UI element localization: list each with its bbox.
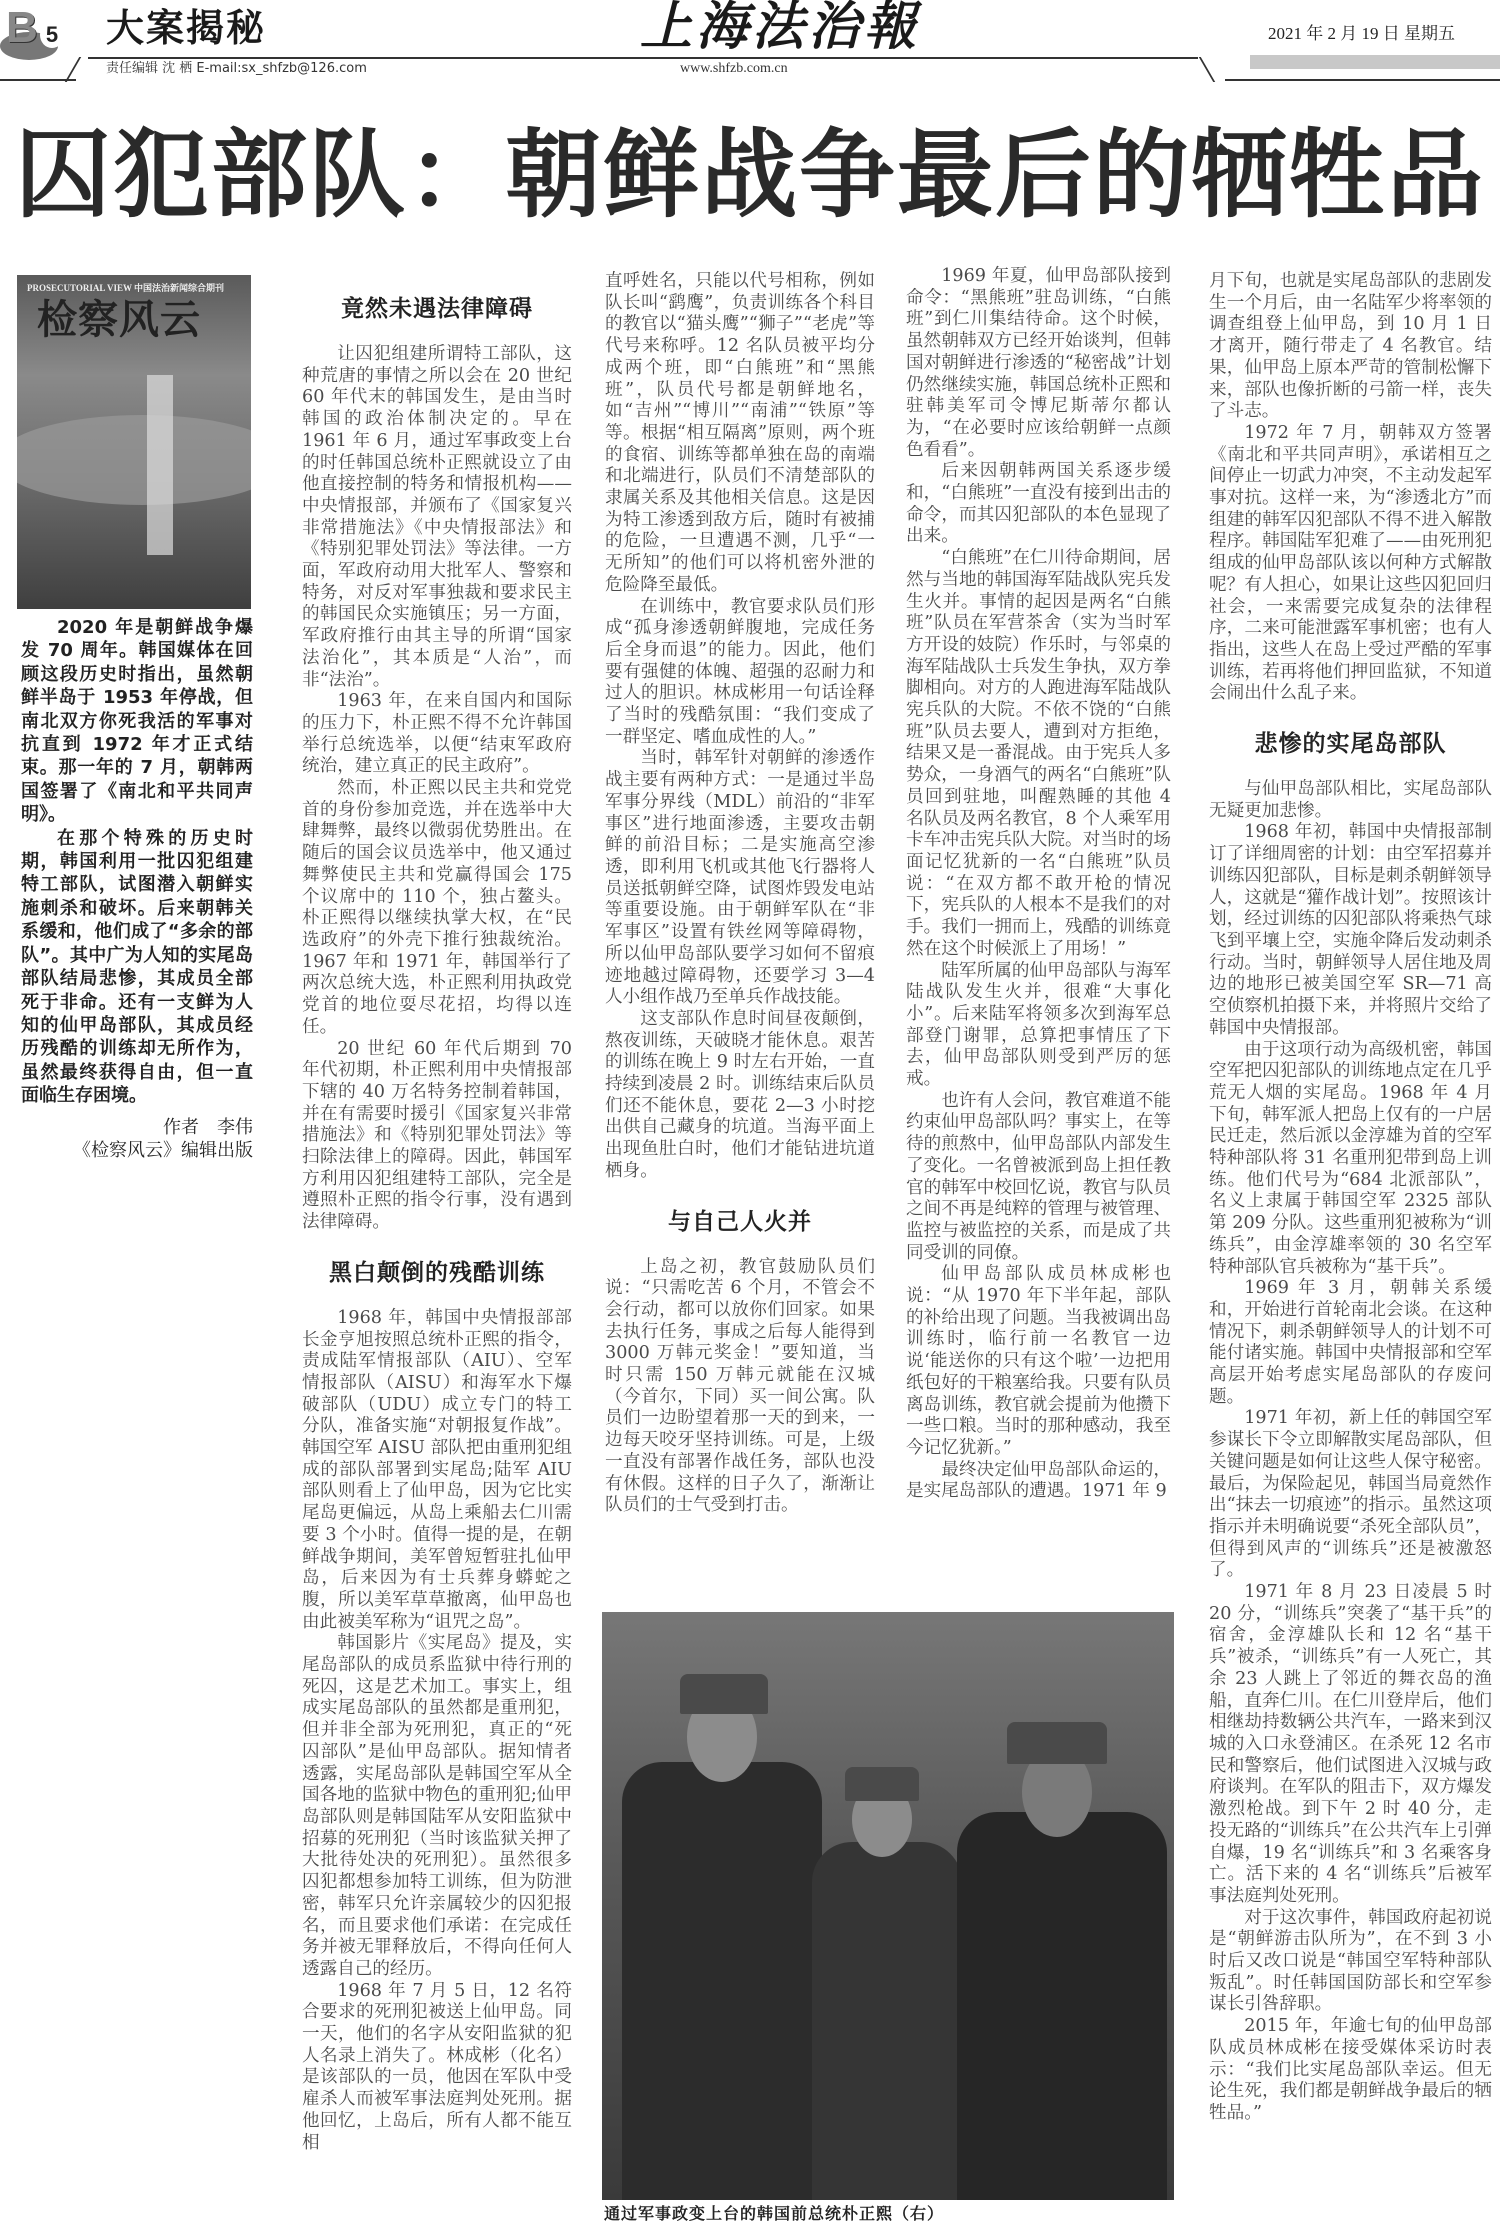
article-paragraph: 1972 年 7 月，朝韩双方签署《南北和平共同声明》，承诺相互之间停止一切武力冲突，不主动发起军事对抗。这样一来，为“渗透北方”而组建的韩军囚犯部队不得不进入解散程序。韩国陆军犯难了——由死刑犯组成的仙甲岛部队该以何种方式解散呢？有人担心，如果让这些囚犯回归社会，一来需要完成复杂的法律程序，二来可能泄露军事机密；也有人指出，这些人在岛上受过严酷的军事训练，若再将他们押回监狱，不知道会闹出什么乱子来。 — [1209, 422, 1492, 704]
issue-date: 2021 年 2 月 19 日 星期五 — [1268, 24, 1455, 43]
source-line: 《检察风云》编辑出版 — [73, 1139, 253, 1161]
headline: 囚犯部队：朝鲜战争最后的牺牲品 — [15, 119, 1485, 231]
header-rule-lower-right — [1225, 79, 1500, 81]
article-paragraph: 2015 年，年逾七旬的仙甲岛部队成员林成彬在接受媒体采访时表示：“我们比实尾岛部队幸运。但无论生死，我们都是朝鲜战争最后的牺牲品。” — [1209, 2016, 1492, 2123]
article-paragraph: 韩国影片《实尾岛》提及，实尾岛部队的成员系监狱中待行刑的死囚，这是艺术加工。事实上，组成实尾岛部队的虽然都是重刑犯，但并非全部为死刑犯，真正的“死囚部队”是仙甲岛部队。据知情者透露，实尾岛部队是韩国空军从全国各地的监狱中物色的重刑犯;仙甲岛部队则是韩国陆军从安阳监狱中招募的死刑犯（当时该监狱关押了大批待处决的死刑犯）。虽然很多囚犯都想参加特工训练，但为防泄密，韩军只允许亲属较少的囚犯报名，而且要求他们承诺：在完成任务并被无罪释放后，不得向任何人透露自己的经历。 — [302, 1633, 572, 1979]
section-letter: B — [6, 3, 38, 52]
header-rule-lower-left — [0, 79, 76, 81]
article-paragraph: 由于这项行动为高级机密，韩国空军把囚犯部队的训练地点定在几乎荒无人烟的实尾岛。1968 年 4 月下旬，韩军派人把岛上仅有的一户居民迁走，然后派以金淳雄为首的空军特种部队将 31 名重刑犯带到岛上训练。他们代号为“684 北派部队”，名义上隶属于韩国空军 2325 部队第 209 分队。这些重刑犯被称为“训练兵”，由金淳雄率领的 30 名空军特种部队官兵被称为“基干兵”。 — [1209, 1039, 1492, 1277]
newspaper-masthead: 上海法治報 — [640, 0, 921, 57]
article-paragraph: 与仙甲岛部队相比，实尾岛部队无疑更加悲惨。 — [1209, 779, 1492, 821]
article-paragraph: 当时，韩军针对朝鲜的渗透作战主要有两种方式：一是通过半岛军事分界线（MDL）前沿的“非军事区”进行地面渗透，主要攻击朝鲜的前沿目标；二是实施高空渗透，即利用飞机或其他飞行器将人员送抵朝鲜空降，试图炸毁发电站等重要设施。由于朝鲜军队在“非军事区”设置有铁丝网等障碍物，所以仙甲岛部队要学习如何不留痕迹地越过障碍物，还要学习 3—4 人小组作战乃至单兵作战技能。 — [605, 748, 875, 1008]
article-paragraph: 1971 年初，新上任的韩国空军参谋长下令立即解散实尾岛部队，但关键问题是如何让这些人保守秘密。最后，为保险起见，韩国当局竟然作出“抹去一切痕迹”的指示。虽然这项指示并未明确说要“杀死全部队员”，但得到风声的“训练兵”还是被激怒了。 — [1209, 1408, 1492, 1581]
photo-cap-left — [680, 1674, 768, 1714]
article-paragraph: 让囚犯组建所谓特工部队，这种荒唐的事情之所以会在 20 世纪 60 年代末的韩国发生，是由当时韩国的政治体制决定的。早在 1961 年 6 月，通过军事政变上台的时任韩国总统朴正熙就设立了由他直接控制的特务和情报机构——中央情报部，并颁布了《国家复兴非常措施法》《中央情报部法》和《特别犯罪处罚法》等法律。一方面，军政府动用大批军人、警察和特务，对反对军事独裁和要求民主的韩国民众实施镇压；另一方面，军政府推行由其主导的所谓“国家法治化”，其本质是“人治”，而非“法治”。 — [302, 344, 572, 690]
article-paragraph: 后来因朝韩两国关系逐步缓和，“白熊班”一直没有接到出击的命令，而其囚犯部队的本色显现了出来。 — [906, 461, 1171, 547]
section-number: 5 — [40, 22, 64, 48]
article-paragraph: 直呼姓名，只能以代号相称，例如队长叫“鹞鹰”，负责训练各个科目的教官以“猫头鹰”“狮子”“老虎”等代号来称呼。12 名队员被平均分成两个班，即“白熊班”和“黑熊班”，队员代号都是朝鲜地名，如“吉州”“博川”“南浦”“铁原”等等。根据“相互隔离”原则，两个班的食宿、训练等都单独在岛的南端和北端进行，队员们不清楚部队的隶属关系及其他相关信息。这是因为特工渗透到敌方后，随时有被捕的危险，一旦遭遇不测，几乎“一无所知”的他们可以将机密外泄的危险降至最低。 — [605, 271, 875, 595]
header-gray-bar — [1250, 55, 1500, 69]
photo-figure-left — [622, 1762, 822, 2200]
article-paragraph: 最终决定仙甲岛部队命运的，是实尾岛部队的遭遇。1971 年 9 — [906, 1459, 1171, 1502]
article-paragraph: 上岛之初，教官鼓励队员们说：“只需吃苦 6 个月，不管会不会行动，都可以放你们回家。如果去执行任务，事成之后每人能得到 3000 万韩元奖金！”要知道，当时只需 150 万韩元就能在汉城（今首尔，下同）买一间公寓。队员们一边盼望着那一天的到来，一边每天咬牙坚持训练。可是，上级一直没有部署作战任务，部队也没有休假。这样的日子久了，渐渐让队员们的士气受到打击。 — [605, 1256, 875, 1516]
news-photo — [602, 1612, 1174, 2200]
article-paragraph: 陆军所属的仙甲岛部队与海军陆战队发生火并，很难“大事化小”。后来陆军将领多次到海军总部登门谢罪，总算把事情压了下去，仙甲岛部队则受到严厉的惩戒。 — [906, 960, 1171, 1090]
section-title: 大案揭秘 — [106, 6, 267, 50]
article-paragraph: 1969 年夏，仙甲岛部队接到命令：“黑熊班”驻岛训练，“白熊班”到仁川集结待命。这个时候，虽然朝韩双方已经开始谈判，但韩国对朝鲜进行渗透的“秘密战”计划仍然继续实施，韩国总统朴正熙和驻韩美军司令博尼斯蒂尔都认为，“在必要时应该给朝鲜一点颜色看看”。 — [906, 266, 1171, 460]
section-heading: 与自己人火并 — [668, 1208, 812, 1235]
article-paragraph: 1968 年初，韩国中央情报部制订了详细周密的计划：由空军招募并训练囚犯部队，目标是刺杀朝鲜领导人，这就是“獾作战计划”。按照该计划，经过训练的囚犯部队将乘热气球飞到平壤上空，实施伞降后发动刺杀行动。当时，朝鲜领导人居住地及周边的地形已被美国空军 SR—71 高空侦察机拍摄下来，并将照片交给了韩国中央情报部。 — [1209, 822, 1492, 1038]
article-paragraph: 这支部队作息时间昼夜颠倒，熬夜训练，天破晓才能休息。艰苦的训练在晚上 9 时左右开始，一直持续到凌晨 2 时。训练结束后队员们还不能休息，要花 2—3 小时挖出供自己藏身的坑道。当海平面上出现鱼肚白时，他们才能钻进坑道栖身。 — [605, 1008, 875, 1181]
article-paragraph: 1963 年，在来自国内和国际的压力下，朴正熙不得不允许韩国举行总统选举，以便“结束军政府统治，建立真正的民主政府”。 — [302, 691, 572, 777]
article-paragraph: 对于这次事件，韩国政府起初说是“朝鲜游击队所为”，在不到 3 小时后又改口说是“韩国空军特种部队叛乱”。时任韩国国防部长和空军参谋长引咎辞职。 — [1209, 1907, 1492, 2015]
article-column-1 — [302, 294, 572, 2154]
section-heading: 黑白颠倒的残酷训练 — [329, 1259, 545, 1286]
author-byline: 作者 李伟 — [163, 1116, 253, 1138]
photo-figure-right — [957, 1812, 1167, 2200]
section-heading: 悲惨的实尾岛部队 — [1254, 731, 1447, 758]
article-paragraph: 1971 年 8 月 23 日凌晨 5 时 20 分，“训练兵”突袭了“基干兵”的宿舍，金淳雄队长和 12 名“基干兵”被杀，“训练兵”有一人死亡，其余 23 人跳上了邻近的舞衣岛的渔船，直奔仁川。在仁川登岸后，他们相继劫持数辆公共汽车，一路来到汉城的入口永登浦区。在杀死 12 名市民和警察后，他们试图进入汉城与政府谈判。在军队的阻击下，双方爆发激烈枪战。到下午 2 时 40 分，走投无路的“训练兵”在公共汽车上引弹自爆，19 名“训练兵”和 3 名乘客身亡。活下来的 4 名“训练兵”后被军事法庭判处死刑。 — [1209, 1582, 1492, 1906]
cover-plate-graphic — [17, 415, 251, 505]
article-paragraph: 1968 年，韩国中央情报部部长金亨旭按照总统朴正熙的指令，责成陆军情报部队（AIU）、空军情报部队（AISU）和海军水下爆破部队（UDU）成立专门的特工分队，准备实施“对朝报复作战”。韩国空军 AISU 部队把由重刑犯组成的部队部署到实尾岛;陆军 AIU 部队则看上了仙甲岛，因为它比实尾岛更偏远，从岛上乘船去仁川需要 3 个小时。值得一提的是，在朝鲜战争期间，美军曾短暂驻扎仙甲岛，后来因为有士兵葬身蟒蛇之腹，所以美军草草撤离，仙甲岛也由此被美军称为“诅咒之岛”。 — [302, 1307, 572, 1632]
cover-text-band — [147, 375, 173, 555]
article-paragraph: 仙甲岛部队成员林成彬也说：“从 1970 年下半年起，部队的补给出现了问题。当我被调出岛训练时，临行前一名教官一边说‘能送你的只有这个啦’一边把用纸包好的干粮塞给我。只要有队员离岛训练，教官就会提前为他攒下一些口粮。当时的那种感动，我至今记忆犹新。” — [906, 1264, 1171, 1458]
header-rule-slant-right — [1199, 57, 1215, 82]
photo-figure-middle — [812, 1842, 962, 2200]
intro-paragraph: 在那个特殊的历史时期，韩国利用一批囚犯组建特工部队，试图潜入朝鲜实施刺杀和破坏。后来朝韩关系缓和，他们成了“多余的部队”。其中广为人知的实尾岛部队结局悲惨，其成员全部死于非命。还有一支鲜为人知的仙甲岛部队，其成员经历残酷的训练却无所作为，虽然最终获得自由，但一直面临生存困境。 — [21, 827, 253, 1107]
article-column-4 — [1209, 271, 1492, 2125]
article-column-2 — [605, 271, 875, 1517]
photo-cap-middle — [845, 1767, 919, 1801]
website-link[interactable]: www.shfzb.com.cn — [680, 61, 788, 76]
photo-cap-right — [1007, 1722, 1107, 1764]
article-paragraph: 20 世纪 60 年代后期到 70 年代初期，朴正熙利用中央情报部下辖的 40 万名特务控制着韩国，并在有需要时援引《国家复兴非常措施法》和《特别犯罪处罚法》等扫除法律上的障碍。因此，韩国军方利用囚犯组建特工部队，完全是遵照朴正熙的指令行事，没有遇到法律障碍。 — [302, 1038, 572, 1233]
article-paragraph: 然而，朴正熙以民主共和党党首的身份参加竞选，并在选举中大肆舞弊，最终以微弱优势胜出。在随后的国会议员选举中，他又通过舞弊使民主共和党赢得国会 175 个议席中的 110 个，独占鳌头。朴正熙得以继续执掌大权，在“民选政府”的外壳下推行独裁统治。1967 年和 1971 年，韩国举行了两次总统大选，朴正熙利用执政党党首的地位耍尽花招，均得以连任。 — [302, 778, 572, 1037]
section-heading: 竟然未遇法律障碍 — [341, 296, 533, 322]
article-paragraph: 在训练中，教官要求队员们形成“孤身渗透朝鲜腹地，完成任务后全身而退”的能力。因此，他们要有强健的体魄、超强的忍耐力和过人的胆识。林成彬用一句话诠释了当时的残酷氛围：“我们变成了一群坚定、嗜血成性的人。” — [605, 596, 875, 747]
header-rule — [88, 57, 1198, 59]
cover-title: 检察风云 — [37, 297, 201, 343]
intro-paragraph: 2020 年是朝鲜战争爆发 70 周年。韩国媒体在回顾这段历史时指出，虽然朝鲜半岛于 1953 年停战，但南北双方你死我活的军事对抗直到 1972 年才正式结束。那一年的 7 月，朝韩两国签署了《南北和平共同声明》。 — [21, 617, 253, 826]
article-paragraph: 1969 年 3 月，朝韩关系缓和，开始进行首轮南北会谈。在这种情况下，刺杀朝鲜领导人的计划不可能付诸实施。韩国中央情报部和空军高层开始考虑实尾岛部队的存废问题。 — [1209, 1278, 1492, 1407]
article-column-3 — [906, 266, 1171, 1503]
intro-box — [21, 616, 253, 1162]
article-paragraph: “白熊班”在仁川待命期间，居然与当地的韩国海军陆战队宪兵发生火并。事情的起因是两名“白熊班”队员在军营茶舍（实为当时军方开设的妓院）作乐时，与邻桌的海军陆战队士兵发生争执，双方拳脚相向。对方的人跑进海军陆战队宪兵队的大院。不依不饶的“白熊班”队员去要人，遭到对方拒绝，结果又是一番混战。由于宪兵人多势众，一身酒气的两名“白熊班”队员回到驻地，叫醒熟睡的其他 4 名队员及两名教官，8 个人乘军用卡车冲击宪兵队大院。对当时的场面记忆犹新的一名“白熊班”队员说：“在双方都不敢开枪的情况下，宪兵队的人根本不是我们的对手。我们一拥而上，残酷的训练竟然在这个时候派上了用场！” — [906, 548, 1171, 959]
section-badge — [0, 4, 70, 64]
photo-caption: 通过军事政变上台的韩国前总统朴正熙（右） — [604, 2204, 945, 2223]
article-paragraph: 1968 年 7 月 5 日，12 名符合要求的死刑犯被送上仙甲岛。同一天，他们的名字从安阳监狱的犯人名录上消失了。林成彬（化名）是该部队的一员，他因在军队中受雇杀人而被军事法庭判处死刑。据他回忆，上岛后，所有人都不能互相 — [302, 1980, 572, 2153]
editor-line: 责任编辑 沈 栖 E-mail:sx_shfzb@126.com — [106, 61, 367, 76]
cover-english-title: PROSECUTORIAL VIEW 中国法治新闻综合期刊 — [27, 283, 225, 293]
article-paragraph: 也许有人会问，教官难道不能约束仙甲岛部队吗？事实上，在等待的煎熬中，仙甲岛部队内部发生了变化。一名曾被派到岛上担任教官的韩军中校回忆说，教官与队员之间不再是纯粹的管理与被管理、监控与被监控的关系，而是成了共同受训的同僚。 — [906, 1090, 1171, 1263]
article-paragraph: 月下旬，也就是实尾岛部队的悲剧发生一个月后，由一名陆军少将率领的调查组登上仙甲岛，到 10 月 1 日才离开，随行带走了 4 名教官。结果，仙甲岛上原本严苛的管制松懈下来，部队也像折断的弓箭一样，丧失了斗志。 — [1209, 271, 1492, 422]
magazine-cover-image — [17, 275, 251, 609]
